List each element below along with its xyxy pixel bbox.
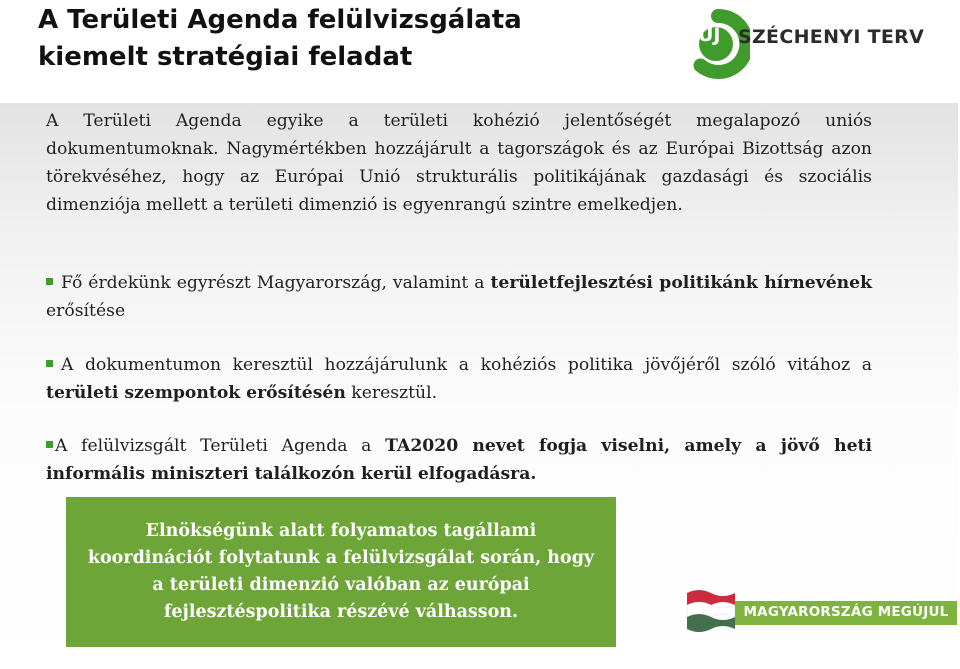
bullet-3-bold: TA2020 nevet fogja viselni, amely a jövő heti informális miniszteri találkozón kerül elfogadásra. [46,436,872,484]
highlight-line-1: Elnökségünk alatt folyamatos tagállami [145,521,537,541]
bullet-2-bold: területi szempontok erősítésén [46,383,346,403]
bullet-item-2 [46,351,872,407]
magyarorszag-megujul-logo [685,587,957,637]
szechenyi-terv-logo [686,8,926,88]
page-title [38,2,638,76]
bullet-3-text: A felülvizsgált Területi Agenda a [55,436,386,456]
highlight-line-2: koordinációt folytatunk a felülvizsgálat során, hogy [87,548,595,568]
megujul-banner [735,601,957,625]
square-bullet-icon [46,441,53,448]
bullet-1-tail: erősítése [46,301,126,321]
bullet-1-bold: területfejlesztési politikánk hírnevének [490,273,873,293]
highlight-box [66,497,616,647]
megujul-text: MAGYARORSZÁG MEGÚJUL [743,604,949,620]
highlight-text [66,518,616,626]
uj-badge-text: ÚJ [698,24,721,46]
bullet-2-tail: keresztül. [345,383,438,403]
square-bullet-icon [46,278,53,285]
hungarian-flag-icon [685,587,737,637]
bullet-item-3 [46,432,872,488]
highlight-line-3: a területi dimenzió valóban az európai [152,575,530,595]
square-bullet-icon [46,360,53,367]
bullet-2-text: A dokumentumon keresztül hozzájárulunk a kohéziós politika jövőjéről szóló vitához a [61,355,872,375]
bullet-item-1 [46,269,872,325]
title-line-1: A Területi Agenda felülvizsgálata [38,5,522,35]
title-line-2: kiemelt stratégiai feladat [38,42,413,72]
intro-paragraph: A Területi Agenda egyike a területi kohézió jelentőségét megalapozó uniós dokumentumoknak. Nagymértékben hozzájárult a tagországok és az Európai Bizottság azon törekvéséhez, hogy az Európai Unió strukturális politikájának gazdasági és szociális dimenziója mellett a területi dimenzió is egyenrangú szintre emelkedjen. [46,111,872,215]
highlight-line-4: fejlesztéspolitika részévé válhasson. [163,602,519,622]
bullet-1-text: Fő érdekünk egyrészt Magyarország, valamint a [61,273,491,293]
uj-badge-icon [686,8,750,88]
szechenyi-terv-text: SZÉCHENYI TERV [738,26,925,48]
